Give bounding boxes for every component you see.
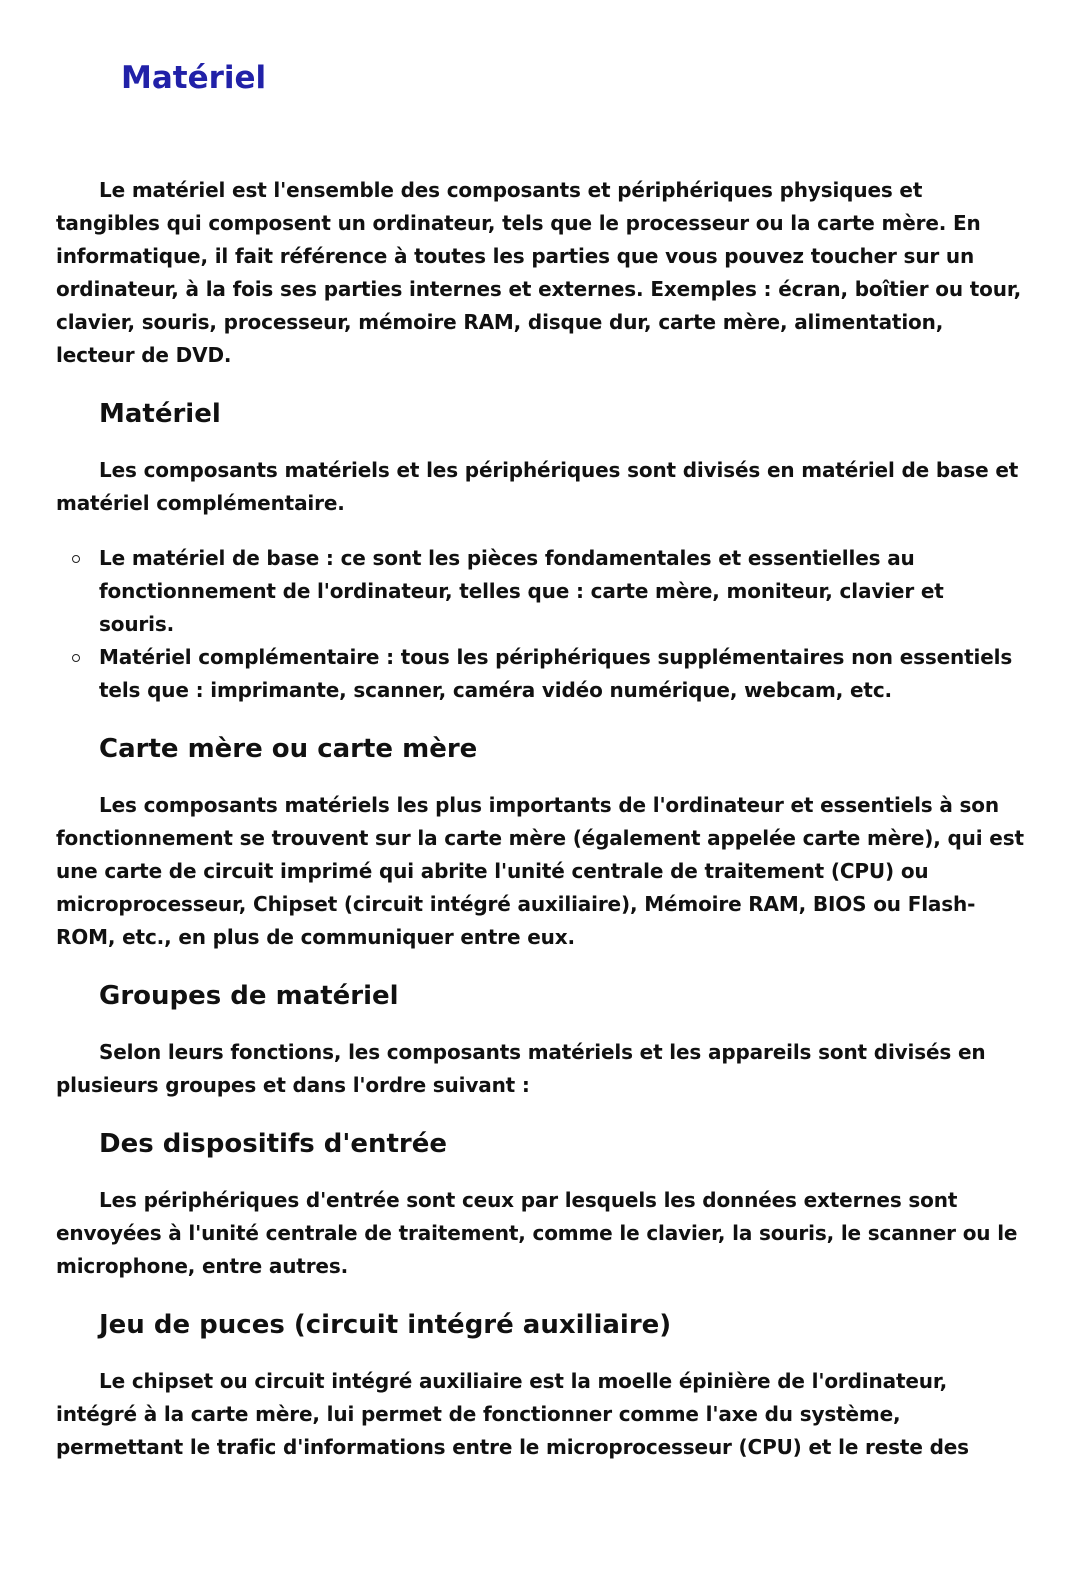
document-body bbox=[56, 174, 1024, 1464]
hardware-types-list bbox=[56, 542, 1024, 707]
section-heading-entree: Des dispositifs d'entrée bbox=[99, 1129, 448, 1159]
section-paragraph-materiel: Les composants matériels et les périphériques sont divisés en matériel de base et matériel complémentaire. bbox=[56, 458, 1019, 515]
intro-paragraph: Le matériel est l'ensemble des composants et périphériques physiques et tangibles qui composent un ordinateur, tels que le processeur ou la carte mère. En informatique, il fait référence à toutes les parties que vous pouvez toucher sur un ordinateur, à la fois ses parties internes et externes. Exemples : écran, boîtier ou tour, clavier, souris, processeur, mémoire RAM, disque dur, carte mère, alimentation, lecteur de DVD. bbox=[56, 178, 1022, 367]
section-heading-materiel: Matériel bbox=[99, 399, 221, 429]
section-paragraph-chipset: Le chipset ou circuit intégré auxiliaire est la moelle épinière de l'ordinateur, intégré à la carte mère, lui permet de fonctionner comme l'axe du système, permettant le trafic d'informations entre le microprocesseur (CPU) et le reste des bbox=[56, 1369, 969, 1459]
section-heading-carte-mere: Carte mère ou carte mère bbox=[99, 734, 478, 764]
document-title: Matériel bbox=[121, 60, 267, 96]
list-item-basic-hardware bbox=[99, 542, 1024, 641]
section-paragraph-entree: Les périphériques d'entrée sont ceux par lesquels les données externes sont envoyées à l'unité centrale de traitement, comme le clavier, la souris, le scanner ou le microphone, entre autres. bbox=[56, 1188, 1018, 1278]
list-item-text: Le matériel de base : ce sont les pièces fondamentales et essentielles au fonctionnement de l'ordinateur, telles que : carte mère, moniteur, clavier et souris. bbox=[99, 546, 944, 636]
section-heading-groupes: Groupes de matériel bbox=[99, 981, 399, 1011]
section-paragraph-carte-mere: Les composants matériels les plus importants de l'ordinateur et essentiels à son fonctionnement se trouvent sur la carte mère (également appelée carte mère), qui est une carte de circuit imprimé qui abrite l'unité centrale de traitement (CPU) ou microprocesseur, Chipset (circuit intégré auxiliaire), Mémoire RAM, BIOS ou Flash-ROM, etc., en plus de communiquer entre eux. bbox=[56, 793, 1024, 949]
list-item-text: Matériel complémentaire : tous les périphériques supplémentaires non essentiels tels que : imprimante, scanner, caméra vidéo numérique, webcam, etc. bbox=[99, 645, 1013, 702]
list-item-complementary-hardware bbox=[99, 641, 1024, 707]
circle-bullet-icon bbox=[72, 555, 80, 563]
section-paragraph-groupes: Selon leurs fonctions, les composants matériels et les appareils sont divisés en plusieurs groupes et dans l'ordre suivant : bbox=[56, 1040, 986, 1097]
section-heading-chipset: Jeu de puces (circuit intégré auxiliaire) bbox=[99, 1310, 672, 1340]
circle-bullet-icon bbox=[72, 654, 80, 662]
